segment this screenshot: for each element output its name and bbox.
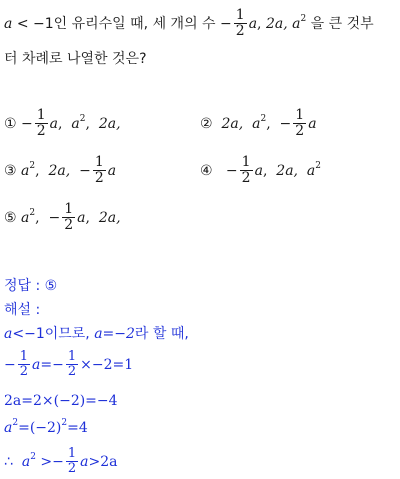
fraction-half: $\frac{1}{2}$ — [235, 7, 245, 40]
solution-label: 해설 : — [4, 302, 41, 318]
choice-mark: ④ — [200, 162, 213, 179]
solution-line-2: − $\frac{1}{2}$ a=− $\frac{1}{2}$ ×−2=1 — [4, 349, 134, 380]
choice-1[interactable]: ① − $\frac{1}{2}$ a, $a^2$, 2a, — [4, 107, 121, 140]
choice-mark: ① — [4, 115, 17, 132]
answer-value: ⑤ — [44, 278, 58, 294]
question-line-1: a < −1인 유리수일 때, 세 개의 수 − $\frac{1}{2}$ a, 2a, $a^2$ 을 큰 것부 — [4, 7, 374, 40]
answer-line — [4, 275, 57, 295]
choice-5[interactable]: ⑤ $a^2$, − $\frac{1}{2}$ a, 2a, — [4, 201, 121, 234]
choice-3[interactable]: ③ $a^2$, 2a, − $\frac{1}{2}$ a — [4, 154, 117, 187]
question-condition: < −1인 유리수일 때, 세 개의 수 — [16, 15, 216, 32]
solution-line-5: ∴ $a^2$ >− $\frac{1}{2}$ a>2a — [4, 446, 118, 477]
question-line-2: 터 차례로 나열한 것은? — [4, 51, 147, 67]
variable-a: a — [4, 15, 13, 32]
choice-mark: ③ — [4, 162, 17, 179]
choice-mark: ⑤ — [4, 209, 17, 226]
solution-line-1: a<−1이므로, a=−2라 할 때, — [4, 326, 189, 342]
choice-mark: ② — [200, 115, 213, 132]
therefore-symbol: ∴ — [4, 453, 13, 470]
choice-2[interactable]: ② 2a, $a^2$, − $\frac{1}{2}$ a — [200, 107, 317, 140]
solution-line-3: 2a=2×(−2)=−4 — [4, 393, 118, 409]
choice-4[interactable]: ④ − $\frac{1}{2}$ a, 2a, $a^2$ — [200, 154, 322, 187]
solution-line-4: $a^2=(-2)^2=4$ — [4, 418, 88, 436]
answer-label: 정답 : — [4, 278, 41, 294]
question-suffix: 을 큰 것부 — [310, 15, 374, 32]
